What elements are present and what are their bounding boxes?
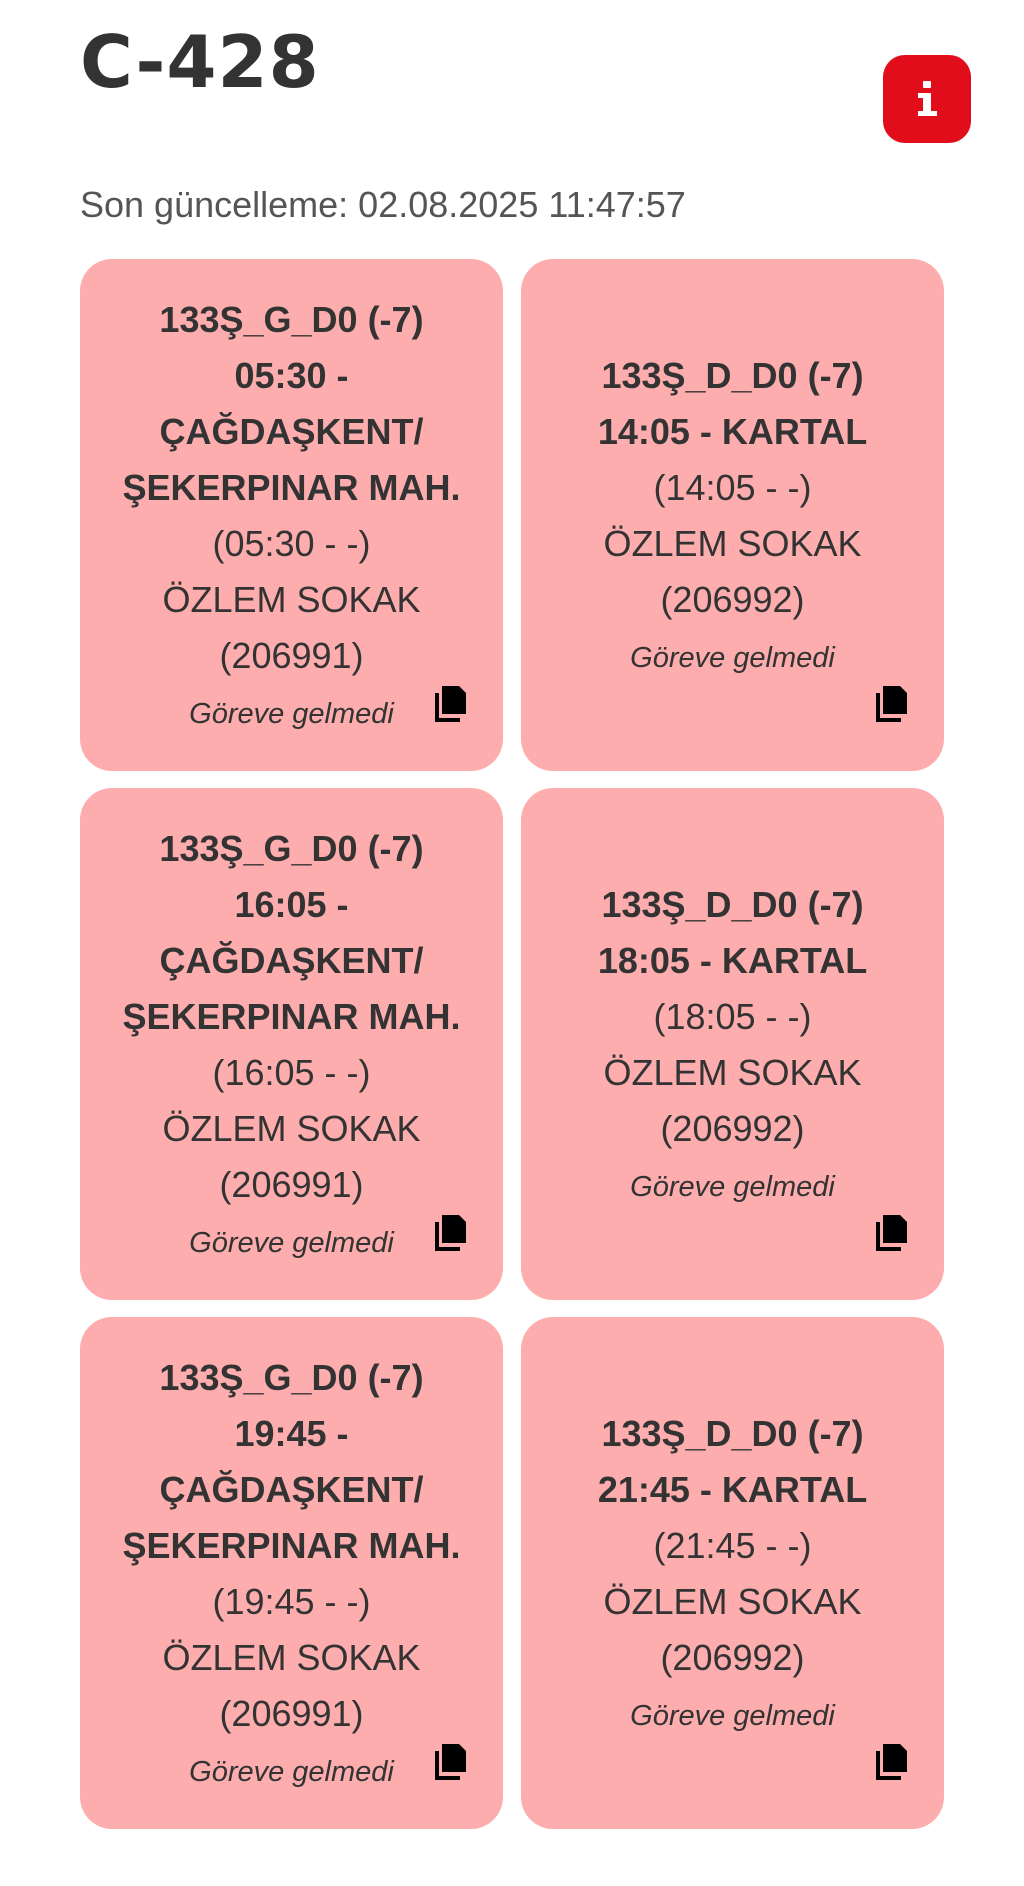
driver-name: ÖZLEM SOKAK: [162, 1108, 421, 1149]
copy-icon[interactable]: [429, 683, 469, 723]
driver-id: (206992): [660, 1108, 805, 1149]
copy-icon[interactable]: [870, 1212, 910, 1252]
trip-card[interactable]: [80, 1317, 503, 1829]
driver-name: ÖZLEM SOKAK: [162, 579, 421, 620]
copy-icon[interactable]: [870, 683, 910, 723]
trip-route-code: 133Ş_G_D0 (-7): [159, 828, 424, 869]
trip-time: (14:05 - -): [653, 467, 812, 508]
driver-id: (206992): [660, 579, 805, 620]
trip-time: (16:05 - -): [212, 1052, 371, 1093]
trip-status: Göreve gelmedi: [630, 1700, 835, 1732]
driver-id: (206991): [219, 635, 364, 676]
driver-name: ÖZLEM SOKAK: [162, 1637, 421, 1678]
trip-route-code: 133Ş_D_D0 (-7): [601, 884, 864, 925]
trip-card[interactable]: [521, 259, 944, 771]
trip-card[interactable]: [80, 788, 503, 1300]
copy-icon[interactable]: [870, 1741, 910, 1781]
trip-route-code: 133Ş_D_D0 (-7): [601, 1413, 864, 1454]
trip-departure: 14:05 - KARTAL: [597, 411, 868, 452]
trip-route-code: 133Ş_D_D0 (-7): [601, 355, 864, 396]
driver-id: (206992): [660, 1637, 805, 1678]
trip-time: (05:30 - -): [212, 523, 371, 564]
info-icon: [914, 79, 940, 119]
trip-time: (19:45 - -): [212, 1581, 371, 1622]
trip-status: Göreve gelmedi: [189, 1756, 394, 1788]
copy-icon[interactable]: [429, 1741, 469, 1781]
trip-card[interactable]: [80, 259, 503, 771]
copy-icon[interactable]: [429, 1212, 469, 1252]
trip-card[interactable]: [521, 1317, 944, 1829]
trip-route-code: 133Ş_G_D0 (-7): [159, 299, 424, 340]
trip-destination-line: ÇAĞDAŞKENT/: [159, 411, 424, 452]
trip-departure: 16:05 -: [234, 884, 349, 925]
driver-name: ÖZLEM SOKAK: [603, 523, 862, 564]
trip-route-code: 133Ş_G_D0 (-7): [159, 1357, 424, 1398]
driver-name: ÖZLEM SOKAK: [603, 1581, 862, 1622]
trip-departure: 18:05 - KARTAL: [597, 940, 868, 981]
trip-destination-line: ÇAĞDAŞKENT/: [159, 1469, 424, 1510]
trip-destination-line: ŞEKERPINAR MAH.: [122, 1525, 461, 1566]
trip-status: Göreve gelmedi: [630, 1171, 835, 1203]
page-title: C-428: [80, 20, 320, 104]
trip-time: (18:05 - -): [653, 996, 812, 1037]
trip-card[interactable]: [521, 788, 944, 1300]
info-button[interactable]: [883, 55, 971, 143]
driver-id: (206991): [219, 1164, 364, 1205]
trip-status: Göreve gelmedi: [189, 698, 394, 730]
trip-status: Göreve gelmedi: [630, 642, 835, 674]
trip-departure: 21:45 - KARTAL: [597, 1469, 868, 1510]
last-update-text: Son güncelleme: 02.08.2025 11:47:57: [80, 184, 686, 225]
driver-name: ÖZLEM SOKAK: [603, 1052, 862, 1093]
trip-departure: 05:30 -: [234, 355, 349, 396]
trip-destination-line: ŞEKERPINAR MAH.: [122, 467, 461, 508]
trip-card-grid: [80, 259, 944, 1829]
trip-destination-line: ŞEKERPINAR MAH.: [122, 996, 461, 1037]
trip-destination-line: ÇAĞDAŞKENT/: [159, 940, 424, 981]
driver-id: (206991): [219, 1693, 364, 1734]
trip-time: (21:45 - -): [653, 1525, 812, 1566]
trip-departure: 19:45 -: [234, 1413, 349, 1454]
trip-status: Göreve gelmedi: [189, 1227, 394, 1259]
